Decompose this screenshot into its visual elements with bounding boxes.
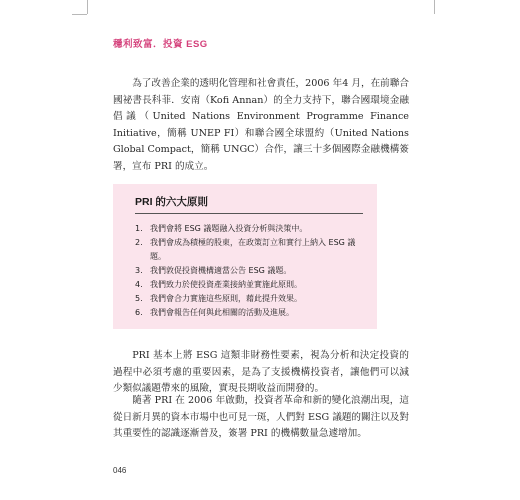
principles-box-title: PRI 的六大原則: [135, 196, 208, 208]
principle-item: [135, 278, 363, 292]
principle-text: 我們敦促投資機構適當公告 ESG 議題。: [150, 266, 292, 275]
principles-box: [113, 184, 377, 329]
page-number: 046: [113, 466, 127, 475]
principle-text: 我們會合力實施這些原則，藉此提升效果。: [150, 294, 302, 303]
principles-box-divider: [135, 213, 363, 214]
principle-number: 1.: [135, 224, 143, 233]
crop-mark-left: [87, 0, 88, 14]
paragraph-pri-basics: PRI 基本上將 ESG 這類非財務性要素，視為分析和決定投資的過程中必須考慮的重要因素，是為了支援機構投資者，讓他們可以減少類似議題帶來的風險，實現長期收益而開發的。: [113, 350, 409, 395]
principle-item: [135, 306, 363, 320]
principle-item: [135, 222, 363, 236]
principle-text: 我們會成為積極的股東，在政策訂立和實行上納入 ESG 議題。: [150, 238, 356, 261]
principles-list: [135, 222, 363, 320]
principle-text: 我們會將 ESG 議題融入投資分析與決策中。: [150, 224, 308, 233]
principle-number: 3.: [135, 266, 143, 275]
principle-item: [135, 292, 363, 306]
principle-item: [135, 264, 363, 278]
crop-mark-right: [434, 0, 435, 14]
running-header-title: 穩利致富．投資 ESG: [113, 39, 208, 50]
principle-text: 我們致力於使投資產業接納並實施此原則。: [150, 280, 302, 289]
principle-text: 我們會報告任何與此相關的活動及進展。: [150, 308, 294, 317]
principle-number: 6.: [135, 308, 143, 317]
principle-number: 2.: [135, 238, 143, 247]
paragraph-intro: 為了改善企業的透明化管理和社會責任，2006 年4 月，在前聯合國祕書長科菲．安南（Kofi Annan）的全力支持下，聯合國環境金融倡議（United Nations Environment Programme Finance Initiative，簡稱 UNEP FI）和聯合國全球盟約（United Nations Global Compact，簡稱 UNGC）合作，讓三十多個國際金融機構簽署，宣布 PRI 的成立。: [113, 78, 409, 172]
principle-number: 5.: [135, 294, 143, 303]
principle-number: 4.: [135, 280, 143, 289]
paragraph-pri-growth: 隨著 PRI 在 2006 年啟動，投資者革命和新的變化浪潮出現，這從日新月異的資本市場中也可見一斑，人們對 ESG 議題的關注以及對其重要性的認識逐漸普及，簽署 PRI 的機構數量急遽增加。: [113, 395, 409, 440]
crop-mark-top-left-h: [72, 14, 87, 15]
principle-item: [135, 236, 363, 264]
